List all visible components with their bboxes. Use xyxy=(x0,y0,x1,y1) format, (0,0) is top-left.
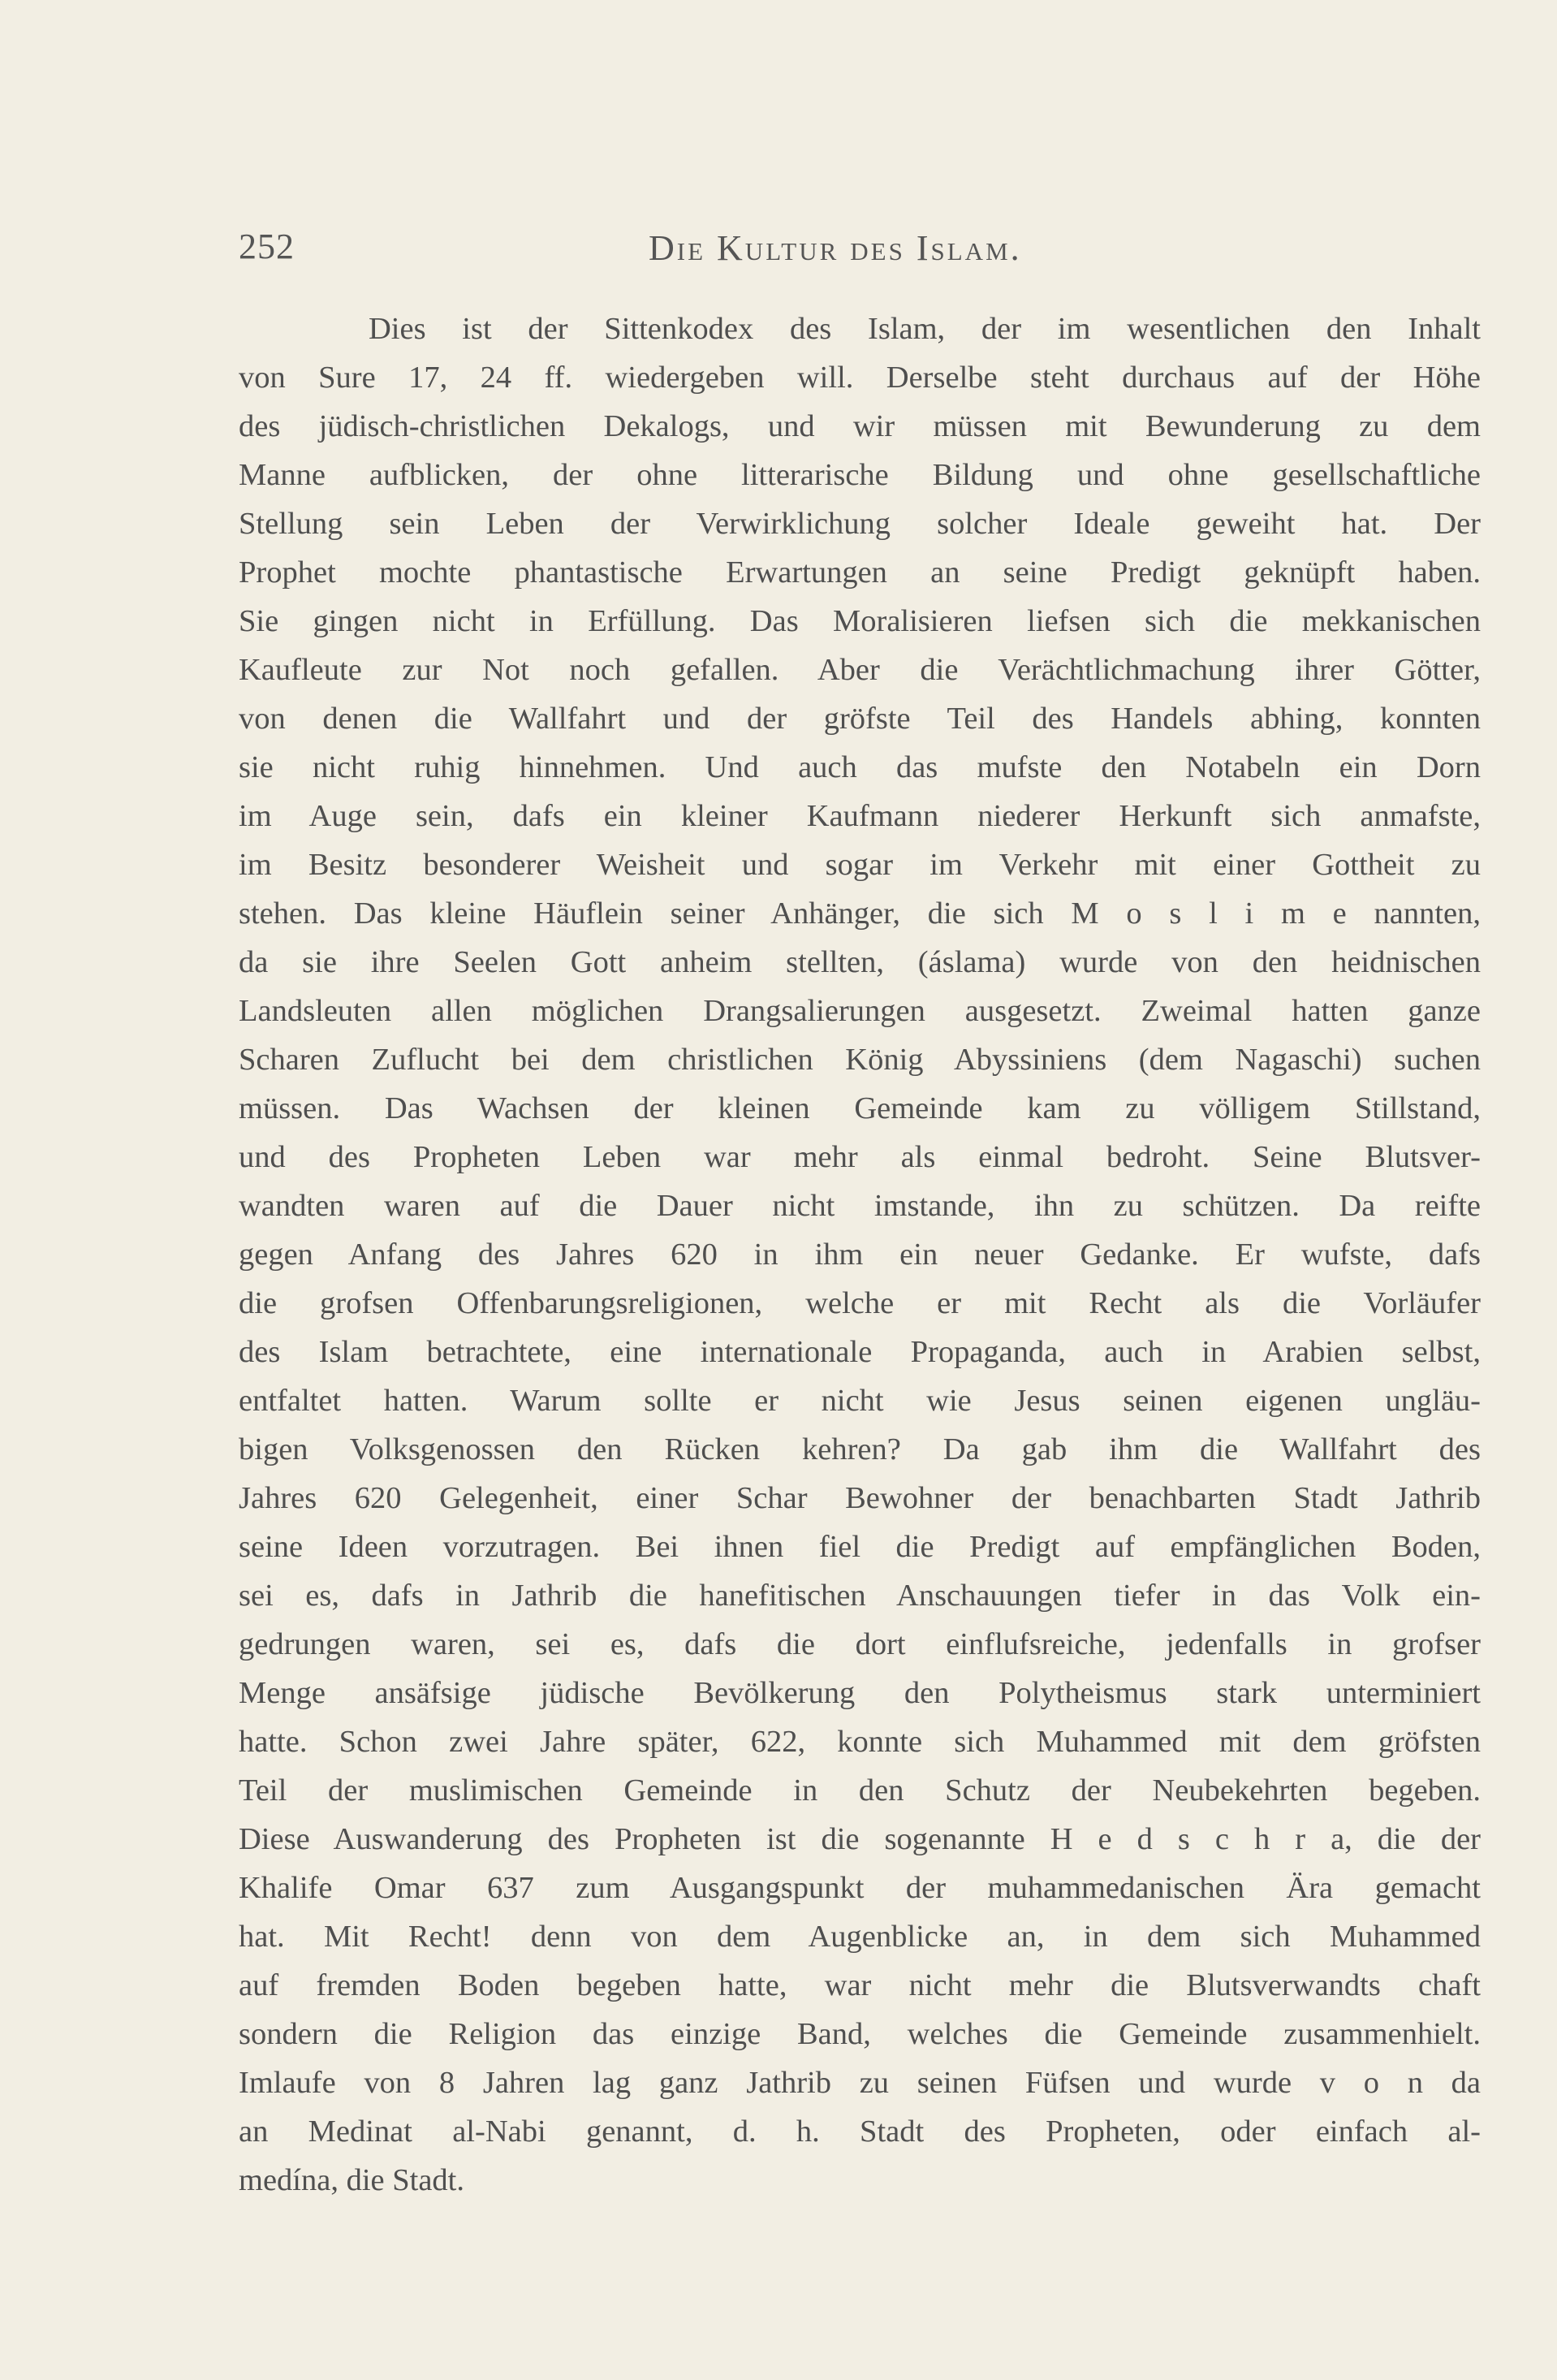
text-line: gegen Anfang des Jahres 620 in ihm ein neuer Gedanke. Er wufste, dafs xyxy=(239,1238,1481,1272)
text-line: Menge ansäfsige jüdische Bevölkerung den Polytheismus stark unterminiert xyxy=(239,1676,1481,1710)
text-line: Dies ist der Sittenkodex des Islam, der im wesentlichen den Inhalt xyxy=(369,312,1481,346)
page-number: 252 xyxy=(239,227,295,266)
text-line: von denen die Wallfahrt und der gröfste Teil des Handels abhing, konnten xyxy=(239,702,1481,736)
text-line: und des Propheten Leben war mehr als einmal bedroht. Seine Blutsver- xyxy=(239,1140,1481,1174)
text-line: auf fremden Boden begeben hatte, war nicht mehr die Blutsverwandts chaft xyxy=(239,1968,1481,2002)
text-line: Sie gingen nicht in Erfüllung. Das Moralisieren liefsen sich die mekkanischen xyxy=(239,604,1481,638)
text-line: da sie ihre Seelen Gott anheim stellten, (áslama) wurde von den heidnischen xyxy=(239,945,1481,979)
text-line: Manne aufblicken, der ohne litterarische Bildung und ohne gesellschaftliche xyxy=(239,458,1481,492)
text-line: an Medinat al-Nabi genannt, d. h. Stadt des Propheten, oder einfach al- xyxy=(239,2114,1481,2149)
text-line: wandten waren auf die Dauer nicht imstande, ihn zu schützen. Da reifte xyxy=(239,1189,1481,1223)
text-line: von Sure 17, 24 ff. wiedergeben will. Derselbe steht durchaus auf der Höhe xyxy=(239,361,1481,395)
text-line: die grofsen Offenbarungsreligionen, welche er mit Recht als die Vorläufer xyxy=(239,1286,1481,1320)
text-line: Landsleuten allen möglichen Drangsalierungen ausgesetzt. Zweimal hatten ganze xyxy=(239,994,1481,1028)
text-line: im Auge sein, dafs ein kleiner Kaufmann niederer Herkunft sich anmafste, xyxy=(239,799,1481,833)
text-line: Stellung sein Leben der Verwirklichung solcher Ideale geweiht hat. Der xyxy=(239,507,1481,541)
text-line: des jüdisch-christlichen Dekalogs, und wir müssen mit Bewunderung zu dem xyxy=(239,409,1481,443)
text-line: Diese Auswanderung des Propheten ist die sogenannte H e d s c h r a, die der xyxy=(239,1822,1481,1856)
text-line: sei es, dafs in Jathrib die hanefitischen Anschauungen tiefer in das Volk ein- xyxy=(239,1579,1481,1613)
text-line: Teil der muslimischen Gemeinde in den Schutz der Neubekehrten begeben. xyxy=(239,1773,1481,1808)
text-line: Kaufleute zur Not noch gefallen. Aber die Verächtlichmachung ihrer Götter, xyxy=(239,653,1481,687)
text-line: sie nicht ruhig hinnehmen. Und auch das mufste den Notabeln ein Dorn xyxy=(239,750,1481,784)
text-line: sondern die Religion das einzige Band, welches die Gemeinde zusammenhielt. xyxy=(239,2017,1481,2051)
text-line: bigen Volksgenossen den Rücken kehren? Da gab ihm die Wallfahrt des xyxy=(239,1432,1481,1466)
text-line: Khalife Omar 637 zum Ausgangspunkt der muhammedanischen Ära gemacht xyxy=(239,1871,1481,1905)
text-line: entfaltet hatten. Warum sollte er nicht wie Jesus seinen eigenen ungläu- xyxy=(239,1384,1481,1418)
text-line: müssen. Das Wachsen der kleinen Gemeinde kam zu völligem Stillstand, xyxy=(239,1091,1481,1125)
text-line: Prophet mochte phantastische Erwartungen an seine Predigt geknüpft haben. xyxy=(239,555,1481,590)
body-paragraph xyxy=(239,305,1481,2205)
text-line: gedrungen waren, sei es, dafs die dort einflufsreiche, jedenfalls in grofser xyxy=(239,1627,1481,1661)
text-line: stehen. Das kleine Häuflein seiner Anhänger, die sich M o s l i m e nannten, xyxy=(239,896,1481,931)
text-line: medína, die Stadt. xyxy=(239,2163,464,2197)
text-line: hatte. Schon zwei Jahre später, 622, konnte sich Muhammed mit dem gröfsten xyxy=(239,1725,1481,1759)
text-line: Imlaufe von 8 Jahren lag ganz Jathrib zu seinen Füfsen und wurde v o n da xyxy=(239,2066,1481,2100)
text-line: Jahres 620 Gelegenheit, einer Schar Bewohner der benachbarten Stadt Jathrib xyxy=(239,1481,1481,1515)
text-line: seine Ideen vorzutragen. Bei ihnen fiel die Predigt auf empfänglichen Boden, xyxy=(239,1530,1481,1564)
text-line: hat. Mit Recht! denn von dem Augenblicke an, in dem sich Muhammed xyxy=(239,1920,1481,1954)
running-head xyxy=(239,226,1481,274)
text-line: des Islam betrachtete, eine internationale Propaganda, auch in Arabien selbst, xyxy=(239,1335,1481,1369)
text-line: Scharen Zuflucht bei dem christlichen König Abyssiniens (dem Nagaschi) suchen xyxy=(239,1043,1481,1077)
running-title: Die Kultur des Islam. xyxy=(649,228,1022,268)
text-line: im Besitz besonderer Weisheit und sogar im Verkehr mit einer Gottheit zu xyxy=(239,848,1481,882)
